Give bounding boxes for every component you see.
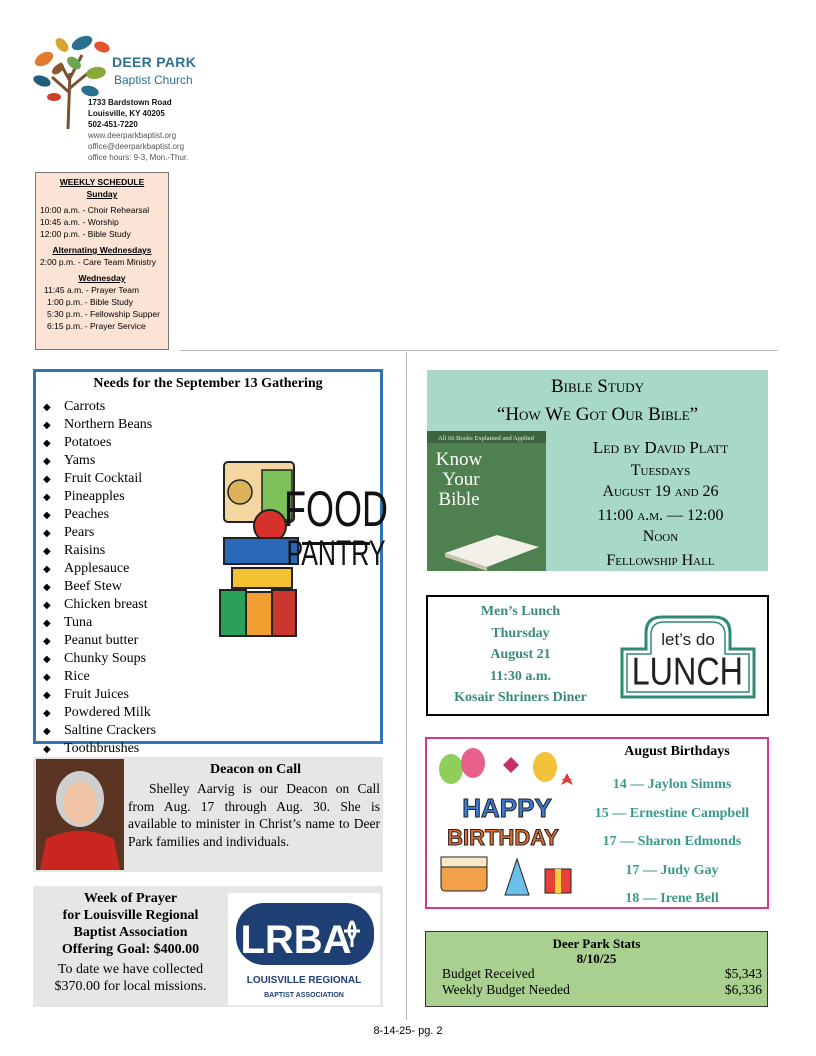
schedule-item: 12:00 p.m. - Bible Study bbox=[40, 229, 131, 239]
deacon-box bbox=[33, 757, 383, 872]
bullet-icon: ◆ bbox=[43, 672, 51, 683]
needs-item bbox=[43, 416, 156, 434]
needs-item bbox=[43, 542, 156, 560]
needs-item bbox=[43, 488, 156, 506]
schedule-alt-heading: Alternating Wednesdays bbox=[52, 245, 152, 255]
lunch-day: Thursday bbox=[491, 625, 550, 641]
birthday-art-birthday: BIRTHDAY bbox=[447, 825, 559, 850]
schedule-title: WEEKLY SCHEDULE bbox=[59, 177, 145, 187]
needs-item-label: Saltine Crackers bbox=[64, 723, 157, 738]
lunch-logo-main: LUNCH bbox=[631, 649, 743, 694]
bible-study-time-end: Noon bbox=[642, 528, 679, 545]
stats-row bbox=[442, 966, 762, 982]
stats-date: 8/10/25 bbox=[576, 951, 617, 966]
offering-goal: Offering Goal: $400.00 bbox=[61, 942, 200, 957]
church-subname: Baptist Church bbox=[114, 73, 193, 87]
schedule-item: 10:00 a.m. - Choir Rehearsal bbox=[40, 205, 150, 215]
weekly-schedule bbox=[35, 172, 169, 350]
needs-item-label: Fruit Cocktail bbox=[64, 471, 143, 486]
lrba-logo-sub2: BAPTIST ASSOCIATION bbox=[264, 992, 344, 999]
needs-item-label: Rice bbox=[64, 669, 90, 684]
needs-item-label: Carrots bbox=[64, 399, 106, 414]
schedule-item: 11:45 a.m. - Prayer Team bbox=[44, 285, 140, 295]
needs-item-label: Chicken breast bbox=[64, 597, 148, 612]
needs-item bbox=[43, 704, 156, 722]
book-title-line: Bible bbox=[438, 489, 480, 510]
birthday-item: 17 — Judy Gay bbox=[625, 862, 719, 878]
church-address bbox=[88, 97, 188, 163]
bible-study-day: Tuesdays bbox=[630, 462, 691, 479]
needs-item-label: Applesauce bbox=[64, 561, 130, 576]
stats-box bbox=[425, 931, 768, 1007]
bullet-icon: ◆ bbox=[43, 636, 51, 647]
food-pantry-graphic bbox=[214, 456, 388, 642]
needs-box bbox=[33, 369, 388, 756]
address-line: 1733 Bardstown Road bbox=[88, 98, 172, 107]
bullet-icon: ◆ bbox=[43, 708, 51, 719]
bullet-icon: ◆ bbox=[43, 402, 51, 413]
lrba-logo bbox=[228, 893, 380, 1005]
needs-item-label: Northern Beans bbox=[64, 417, 153, 432]
schedule-sunday-heading: Sunday bbox=[86, 189, 118, 199]
deacon-photo bbox=[36, 759, 124, 870]
deacon-text: Shelley Aarvig is our Deacon on Call from Aug. 17 through Aug. 30. She is available to minister in Christ’s name to Deer Park families and individuals. bbox=[128, 781, 380, 849]
needs-item bbox=[43, 614, 156, 632]
birthdays-list bbox=[577, 771, 767, 914]
needs-item bbox=[43, 578, 156, 596]
bullet-icon: ◆ bbox=[43, 456, 51, 467]
column-divider bbox=[406, 352, 407, 1020]
bullet-icon: ◆ bbox=[43, 600, 51, 611]
prayer-detail-line: To date we have collected bbox=[57, 962, 204, 977]
lunch-time: 11:30 a.m. bbox=[489, 668, 552, 684]
needs-item-label: Yams bbox=[64, 453, 96, 468]
lrba-logo-sub1: LOUISVILLE REGIONAL bbox=[246, 975, 362, 986]
needs-item bbox=[43, 524, 156, 542]
stats-label: Budget Received bbox=[442, 966, 535, 981]
birthdays-box bbox=[425, 737, 769, 909]
bullet-icon: ◆ bbox=[43, 438, 51, 449]
bullet-icon: ◆ bbox=[43, 420, 51, 431]
bullet-icon: ◆ bbox=[43, 618, 51, 629]
needs-item bbox=[43, 398, 156, 416]
bullet-icon: ◆ bbox=[43, 744, 51, 755]
mens-lunch-details bbox=[438, 601, 603, 709]
bullet-icon: ◆ bbox=[43, 510, 51, 521]
lunch-date: August 21 bbox=[490, 647, 551, 662]
prayer-line: Baptist Association bbox=[73, 925, 188, 940]
needs-item bbox=[43, 632, 156, 650]
schedule-wed-heading: Wednesday bbox=[78, 273, 126, 283]
needs-list bbox=[43, 398, 156, 758]
needs-item-label: Peaches bbox=[64, 507, 110, 522]
prayer-box bbox=[33, 886, 383, 1007]
bible-study-dates: August 19 and 26 bbox=[602, 483, 719, 500]
prayer-detail bbox=[33, 961, 228, 995]
needs-item-label: Fruit Juices bbox=[64, 687, 129, 702]
prayer-line: Week of Prayer bbox=[83, 891, 178, 906]
bible-study-details bbox=[553, 436, 768, 571]
needs-item bbox=[43, 434, 156, 452]
schedule-item: 5:30 p.m. - Fellowship Supper bbox=[47, 309, 160, 319]
needs-item bbox=[43, 506, 156, 524]
schedule-item: 2:00 p.m. - Care Team Ministry bbox=[40, 257, 157, 267]
horizontal-divider bbox=[180, 350, 778, 351]
pantry-text-pantry: PANTRY bbox=[286, 534, 386, 574]
needs-title: Needs for the September 13 Gathering bbox=[93, 376, 323, 391]
needs-item-label: Potatoes bbox=[64, 435, 112, 450]
church-name: DEER PARK bbox=[112, 54, 197, 70]
needs-item-label: Toothbrushes bbox=[64, 741, 140, 756]
needs-item bbox=[43, 560, 156, 578]
needs-item bbox=[43, 668, 156, 686]
birthdays-title: August Birthdays bbox=[624, 744, 730, 759]
needs-item-label: Powdered Milk bbox=[64, 705, 151, 720]
book-top-text: All 66 Books Explained and Applied bbox=[438, 435, 534, 442]
bullet-icon: ◆ bbox=[43, 492, 51, 503]
birthday-item: 17 — Sharon Edmonds bbox=[602, 834, 742, 849]
schedule-item: 6:15 p.m. - Prayer Service bbox=[47, 321, 146, 331]
know-your-bible-book bbox=[427, 431, 546, 571]
needs-item bbox=[43, 596, 156, 614]
needs-item bbox=[43, 686, 156, 704]
bullet-icon: ◆ bbox=[43, 546, 51, 557]
prayer-detail-line: $370.00 for local missions. bbox=[54, 979, 207, 994]
bible-study-heading bbox=[427, 373, 768, 429]
needs-item bbox=[43, 650, 156, 668]
needs-item-label: Pineapples bbox=[64, 489, 125, 504]
book-title-line: Know bbox=[435, 449, 483, 470]
prayer-line: for Louisville Regional bbox=[62, 908, 199, 923]
needs-item-label: Pears bbox=[64, 525, 95, 540]
stats-value: $5,343 bbox=[724, 966, 762, 981]
deacon-title: Deacon on Call bbox=[210, 762, 301, 777]
birthday-art-happy: HAPPY bbox=[462, 793, 552, 823]
bible-study-box bbox=[427, 370, 768, 571]
bullet-icon: ◆ bbox=[43, 654, 51, 665]
birthday-item: 14 — Jaylon Simms bbox=[612, 777, 732, 792]
stats-value: $6,336 bbox=[724, 982, 762, 997]
bullet-icon: ◆ bbox=[43, 474, 51, 485]
website: www.deerparkbaptist.org bbox=[88, 131, 177, 140]
needs-item bbox=[43, 722, 156, 740]
bible-study-subtitle: “How We Got Our Bible” bbox=[496, 404, 699, 425]
needs-item bbox=[43, 452, 156, 470]
stats-title: Deer Park Stats bbox=[552, 936, 641, 951]
email: office@deerparkbaptist.org bbox=[88, 142, 185, 151]
office-hours: office hours: 9-3, Mon.-Thur. bbox=[88, 153, 189, 162]
phone: 502-451-7220 bbox=[88, 120, 138, 129]
bible-study-time: 11:00 a.m. — 12:00 bbox=[597, 507, 724, 524]
stats-label: Weekly Budget Needed bbox=[442, 982, 570, 997]
needs-item-label: Tuna bbox=[64, 615, 93, 630]
bullet-icon: ◆ bbox=[43, 528, 51, 539]
needs-item-label: Beef Stew bbox=[64, 579, 122, 594]
page-footer: 8-14-25- pg. 2 bbox=[373, 1025, 443, 1037]
bible-study-location: Fellowship Hall bbox=[606, 552, 715, 569]
book-title-line: Your bbox=[442, 469, 480, 490]
mens-lunch-box bbox=[426, 595, 769, 716]
schedule-item: 10:45 a.m. - Worship bbox=[40, 217, 119, 227]
needs-item bbox=[43, 470, 156, 488]
lrba-logo-text: LRBA bbox=[240, 918, 352, 962]
needs-item bbox=[43, 740, 156, 758]
schedule-item: 1:00 p.m. - Bible Study bbox=[47, 297, 133, 307]
stats-row bbox=[442, 982, 762, 998]
lunch-location: Kosair Shriners Diner bbox=[454, 690, 587, 705]
needs-item-label: Raisins bbox=[64, 543, 106, 558]
bible-study-leader: Led by David Platt bbox=[592, 438, 729, 457]
birthday-item: 15 — Ernestine Campbell bbox=[594, 805, 750, 821]
happy-birthday-graphic bbox=[433, 745, 579, 903]
prayer-heading bbox=[33, 890, 228, 958]
address-line: Louisville, KY 40205 bbox=[88, 109, 165, 118]
bullet-icon: ◆ bbox=[43, 726, 51, 737]
lunch-logo-top: let’s do bbox=[661, 630, 715, 649]
pantry-text-food: FOOD bbox=[284, 481, 388, 538]
bullet-icon: ◆ bbox=[43, 582, 51, 593]
birthday-item: 18 — Irene Bell bbox=[625, 891, 719, 906]
stats-heading bbox=[426, 936, 767, 966]
needs-item-label: Chunky Soups bbox=[64, 651, 147, 666]
needs-item-label: Peanut butter bbox=[64, 633, 139, 648]
bullet-icon: ◆ bbox=[43, 564, 51, 575]
bible-study-title: Bible Study bbox=[551, 376, 644, 397]
lets-do-lunch-logo bbox=[618, 611, 758, 703]
bullet-icon: ◆ bbox=[43, 690, 51, 701]
lunch-title: Men’s Lunch bbox=[480, 604, 561, 619]
